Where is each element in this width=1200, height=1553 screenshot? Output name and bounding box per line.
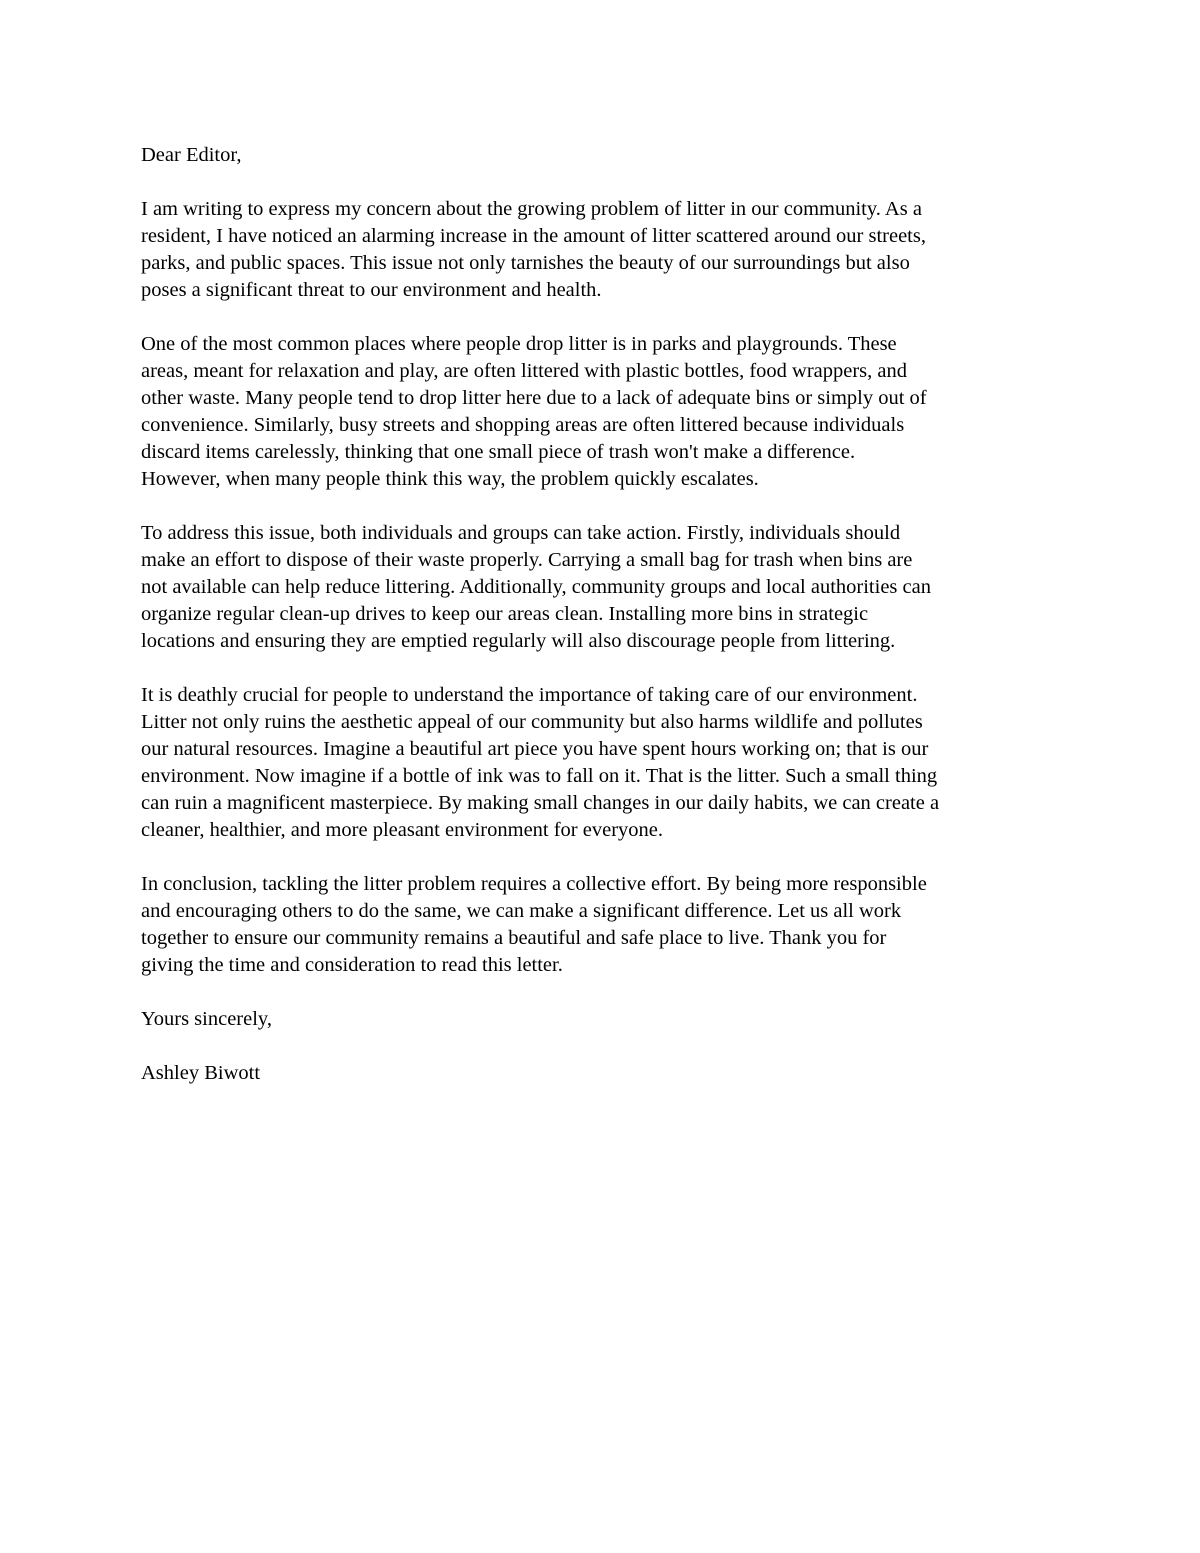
- paragraph-4: [141, 682, 1071, 844]
- paragraph-line: However, when many people think this way, the problem quickly escalates.: [141, 468, 759, 490]
- paragraph-5: [141, 871, 1071, 979]
- paragraph-line: poses a significant threat to our environment and health.: [141, 279, 602, 301]
- paragraph-1: [141, 196, 1071, 304]
- paragraph-line: organize regular clean-up drives to keep our areas clean. Installing more bins in strategic: [141, 603, 869, 625]
- paragraph-line: and encouraging others to do the same, we can make a significant difference. Let us all work: [141, 900, 902, 922]
- paragraph-line: convenience. Similarly, busy streets and shopping areas are often littered because individuals: [141, 414, 905, 436]
- paragraph-line: make an effort to dispose of their waste properly. Carrying a small bag for trash when bins are: [141, 549, 913, 571]
- letter-body: [141, 142, 1071, 1114]
- paragraph-line: To address this issue, both individuals and groups can take action. Firstly, individuals should: [141, 522, 901, 544]
- paragraph-line: parks, and public spaces. This issue not only tarnishes the beauty of our surroundings but also: [141, 252, 910, 274]
- paragraph-line: cleaner, healthier, and more pleasant environment for everyone.: [141, 819, 664, 841]
- paragraph-line: locations and ensuring they are emptied regularly will also discourage people from littering.: [141, 630, 896, 652]
- paragraph-line: environment. Now imagine if a bottle of ink was to fall on it. That is the litter. Such a small thing: [141, 765, 938, 787]
- paragraph-2: [141, 331, 1071, 493]
- paragraph-3: [141, 520, 1071, 655]
- signature: [141, 1060, 1071, 1087]
- paragraph-line: areas, meant for relaxation and play, are often littered with plastic bottles, food wrappers, and: [141, 360, 907, 382]
- paragraph-line: discard items carelessly, thinking that one small piece of trash won't make a difference.: [141, 441, 856, 463]
- paragraph-line: I am writing to express my concern about the growing problem of litter in our community. As a: [141, 198, 922, 220]
- paragraph-line: resident, I have noticed an alarming increase in the amount of litter scattered around our streets,: [141, 225, 926, 247]
- closing: [141, 1006, 1071, 1033]
- salutation-text: Dear Editor,: [141, 144, 242, 166]
- salutation: [141, 142, 1071, 169]
- paragraph-line: not available can help reduce littering. Additionally, community groups and local authorities can: [141, 576, 931, 598]
- paragraph-line: other waste. Many people tend to drop litter here due to a lack of adequate bins or simply out of: [141, 387, 927, 409]
- paragraph-line: One of the most common places where people drop litter is in parks and playgrounds. These: [141, 333, 897, 355]
- paragraph-line: giving the time and consideration to read this letter.: [141, 954, 563, 976]
- paragraph-line: our natural resources. Imagine a beautiful art piece you have spent hours working on; that is our: [141, 738, 929, 760]
- paragraph-line: In conclusion, tackling the litter problem requires a collective effort. By being more responsible: [141, 873, 927, 895]
- paragraph-line: Litter not only ruins the aesthetic appeal of our community but also harms wildlife and pollutes: [141, 711, 923, 733]
- signature-name: Ashley Biwott: [141, 1062, 261, 1084]
- paragraph-line: together to ensure our community remains a beautiful and safe place to live. Thank you for: [141, 927, 887, 949]
- paragraph-line: It is deathly crucial for people to understand the importance of taking care of our environment.: [141, 684, 918, 706]
- closing-text: Yours sincerely,: [141, 1008, 272, 1030]
- paragraph-line: can ruin a magnificent masterpiece. By making small changes in our daily habits, we can create a: [141, 792, 940, 814]
